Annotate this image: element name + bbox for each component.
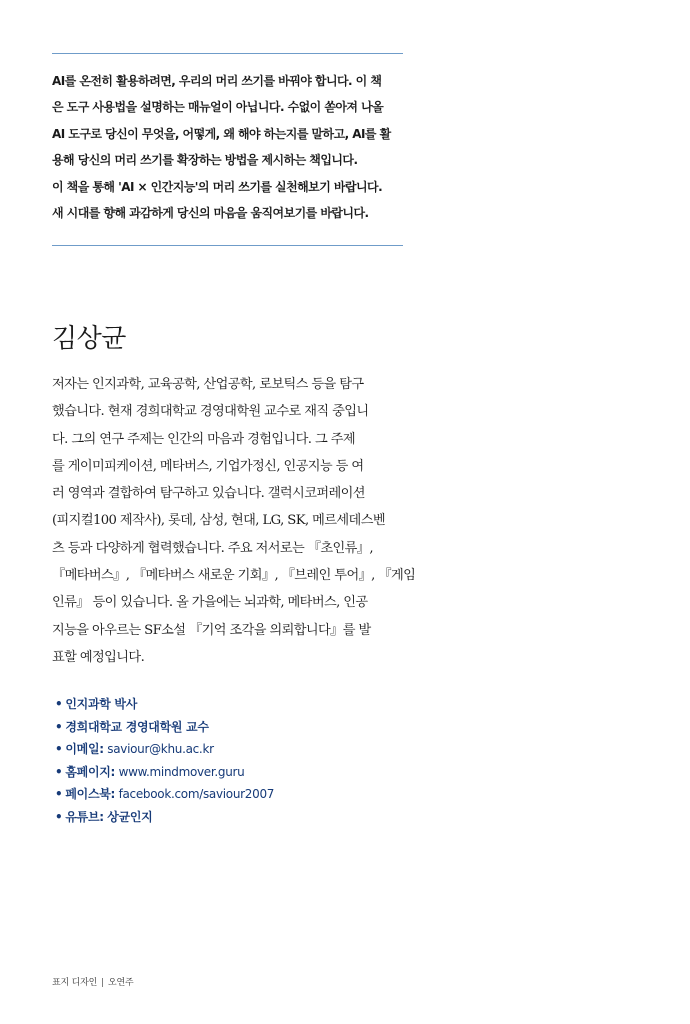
info-email bbox=[55, 738, 274, 761]
bio-line: 츠 등과 다양하게 협력했습니다. 주요 저서로는 『초인류』, bbox=[52, 540, 373, 556]
bio-line: 를 게이미피케이션, 메타버스, 기업가정신, 인공지능 등 여 bbox=[52, 458, 364, 474]
credit-label: 표지 디자인 bbox=[52, 978, 98, 988]
info-facebook bbox=[55, 783, 274, 806]
email-link[interactable]: saviour@khu.ac.kr bbox=[107, 742, 214, 757]
cover-design-credit bbox=[52, 975, 133, 988]
youtube-label: 유튜브: bbox=[65, 809, 104, 824]
blurb-line: 용해 당신의 머리 쓰기를 확장하는 방법을 제시하는 책입니다. bbox=[52, 153, 358, 168]
homepage-link[interactable]: www.mindmover.guru bbox=[118, 764, 245, 779]
bio-line: 지능을 아우르는 SF소설 『기억 조각을 의뢰합니다』를 발 bbox=[52, 622, 371, 638]
blurb-line: AI를 온전히 활용하려면, 우리의 머리 쓰기를 바꿔야 합니다. 이 책 bbox=[52, 74, 382, 88]
bio-line: 인류』 등이 있습니다. 올 가을에는 뇌과학, 메타버스, 인공 bbox=[52, 595, 368, 611]
bullet-icon: • bbox=[55, 719, 63, 734]
bio-line: (피지컬100 제작사), 롯데, 삼성, 현대, LG, SK, 메르세데스벤 bbox=[52, 513, 385, 529]
bio-line: 저자는 인지과학, 교육공학, 산업공학, 로보틱스 등을 탐구 bbox=[52, 377, 364, 392]
bullet-icon: • bbox=[55, 742, 63, 757]
blurb-line: 이 책을 통해 'AI × 인간지능'의 머리 쓰기를 실천해보기 바랍니다. bbox=[52, 179, 383, 194]
bullet-icon: • bbox=[55, 787, 63, 802]
degree-text: 인지과학 박사 bbox=[65, 697, 138, 711]
info-position bbox=[55, 716, 274, 739]
top-divider bbox=[52, 53, 403, 54]
bullet-icon: • bbox=[55, 809, 63, 824]
credit-designer: 오연주 bbox=[107, 978, 134, 988]
bio-line: 러 영역과 결합하여 탐구하고 있습니다. 갤럭시코퍼레이션 bbox=[52, 486, 365, 502]
author-info-list bbox=[55, 693, 274, 829]
bio-line: 『메타버스』, 『메타버스 새로운 기회』, 『브레인 투어』, 『게임 bbox=[52, 568, 416, 584]
bio-line: 했습니다. 현재 경희대학교 경영대학원 교수로 재직 중입니 bbox=[52, 404, 369, 420]
author-bio bbox=[52, 371, 416, 671]
credit-separator: | bbox=[101, 978, 104, 988]
info-homepage bbox=[55, 761, 274, 784]
blurb-line: 새 시대를 향해 과감하게 당신의 마음을 움직여보기를 바랍니다. bbox=[52, 206, 369, 221]
info-youtube bbox=[55, 806, 274, 829]
bio-line: 표할 예정입니다. bbox=[52, 649, 145, 665]
book-blurb bbox=[52, 68, 404, 226]
blurb-line: 은 도구 사용법을 설명하는 매뉴얼이 아닙니다. 수없이 쏟아져 나올 bbox=[52, 100, 384, 115]
bio-line: 다. 그의 연구 주제는 인간의 마음과 경험입니다. 그 주제 bbox=[52, 431, 355, 447]
facebook-label: 페이스북: bbox=[65, 787, 116, 802]
bullet-icon: • bbox=[55, 697, 63, 711]
blurb-line: AI 도구로 당신이 무엇을, 어떻게, 왜 해야 하는지를 말하고, AI를 활 bbox=[52, 126, 391, 141]
author-name: 김상균 bbox=[52, 324, 126, 354]
facebook-link[interactable]: facebook.com/saviour2007 bbox=[118, 787, 275, 802]
bottom-divider bbox=[52, 245, 403, 246]
homepage-label: 홈페이지: bbox=[65, 764, 116, 779]
info-degree bbox=[55, 693, 274, 716]
bullet-icon: • bbox=[55, 764, 63, 779]
email-label: 이메일: bbox=[65, 742, 104, 757]
youtube-channel[interactable]: 상균인지 bbox=[107, 809, 153, 824]
position-text: 경희대학교 경영대학원 교수 bbox=[65, 719, 209, 734]
